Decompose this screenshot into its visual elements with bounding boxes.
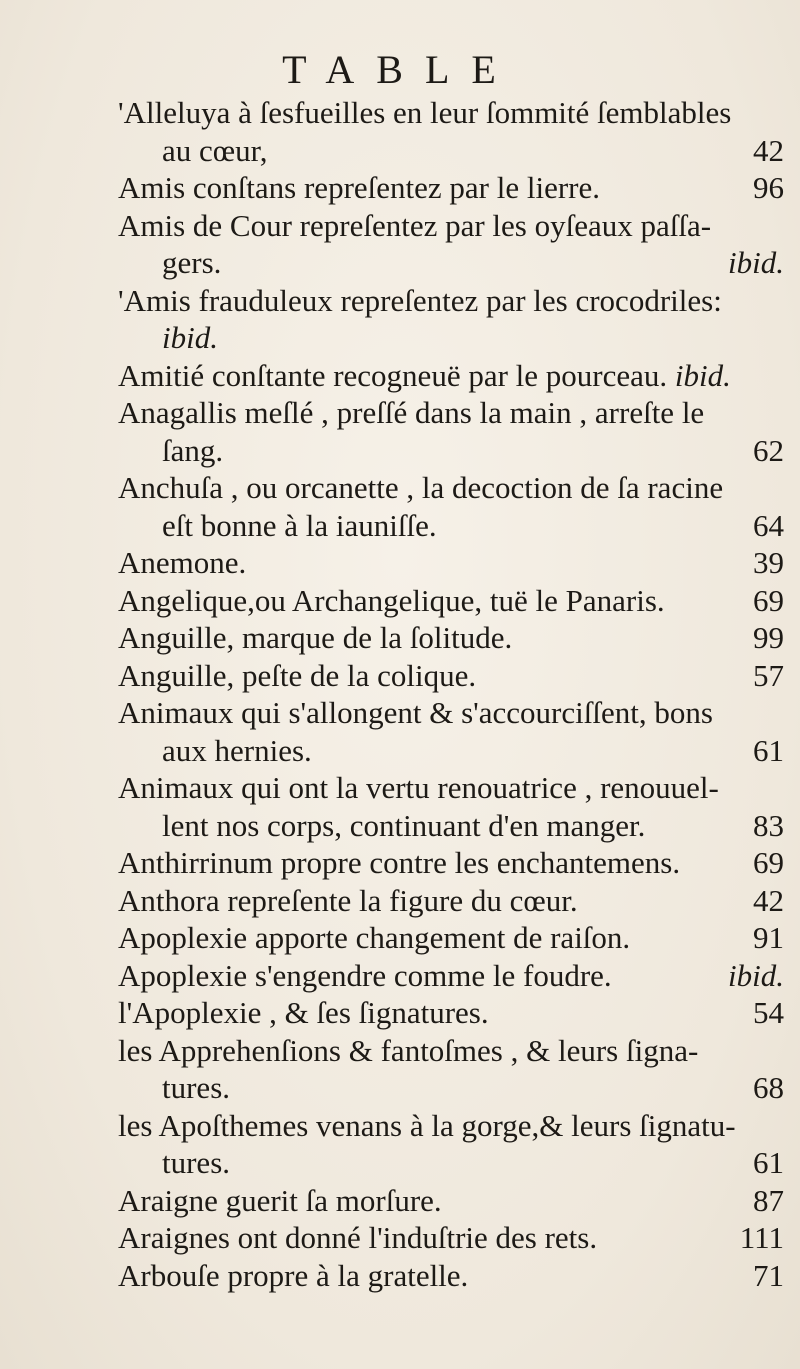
entry-text: Arbouſe propre à la gratelle. xyxy=(118,1257,469,1293)
entry-text: Animaux qui s'allongent & s'accourciſſent, bons xyxy=(118,695,713,730)
index-entry xyxy=(118,657,788,695)
index-entry xyxy=(118,207,788,282)
page-number: 39 xyxy=(753,545,784,580)
index-entry xyxy=(118,1219,788,1257)
entry-text: Amitié conſtante recogneuë par le pourceau. ibid. xyxy=(118,357,731,393)
entry-text: Anchuſa , ou orcanette , la decoction de ſa racine xyxy=(118,470,724,505)
entry-text: Anagallis meſlé , preſſé dans la main , arreſte le xyxy=(118,395,705,430)
index-entry xyxy=(118,1107,788,1182)
index-entry xyxy=(118,94,788,169)
index-entry xyxy=(118,469,788,544)
page-number: 42 xyxy=(753,882,784,918)
page-number: ibid. xyxy=(728,245,784,280)
index-entry xyxy=(118,919,788,957)
page-reference: ibid. xyxy=(674,357,731,393)
index-entry xyxy=(118,844,788,882)
entry-text: Animaux qui ont la vertu renouatrice , renouuel- xyxy=(118,770,719,805)
entry-text: Apoplexie apporte changement de raiſon. xyxy=(118,920,631,955)
index-entry xyxy=(118,957,788,995)
page-number: 69 xyxy=(753,845,784,880)
entry-text: les Apprehenſions & fantoſmes , & leurs ſigna- xyxy=(118,1032,699,1068)
entry-text: Angelique,ou Archangelique, tuë le Panaris. xyxy=(118,582,665,618)
index-entry xyxy=(118,1257,788,1295)
page-number: 68 xyxy=(753,1070,784,1105)
entry-text: les Apoſthemes venans à la gorge,& leurs ſignatu- xyxy=(118,1107,736,1143)
page-number: 71 xyxy=(753,1257,784,1293)
page-number: 96 xyxy=(753,170,784,205)
entry-continuation: au cœur, xyxy=(162,132,268,168)
entry-text: Amis conſtans repreſentez par le lierre. xyxy=(118,170,600,205)
index-entry xyxy=(118,582,788,620)
index-entries xyxy=(118,94,788,1294)
entry-text: 'Amis frauduleux repreſentez par les crocodriles: xyxy=(118,282,722,318)
entry-continuation: eſt bonne à la iauniſſe. xyxy=(162,507,437,543)
entry-continuation: tures. xyxy=(162,1070,231,1105)
index-entry xyxy=(118,1032,788,1107)
entry-continuation: aux hernies. xyxy=(162,732,312,768)
entry-continuation: tures. xyxy=(162,1145,231,1180)
entry-continuation: ſang. xyxy=(162,432,224,468)
index-entry xyxy=(118,394,788,469)
page-number: 57 xyxy=(753,657,784,693)
page-number: ibid. xyxy=(728,957,784,993)
entry-text: Anguille, peſte de la colique. xyxy=(118,657,477,693)
entry-text: Apoplexie s'engendre comme le foudre. xyxy=(118,957,612,993)
index-entry xyxy=(118,169,788,207)
page-number: 83 xyxy=(753,807,784,843)
entry-text: Anguille, marque de la ſolitude. xyxy=(118,620,513,655)
entry-text: Anthirrinum propre contre les enchantemens. xyxy=(118,845,681,880)
index-entry xyxy=(118,882,788,920)
page-title: TABLE xyxy=(282,47,518,92)
entry-text: l'Apoplexie , & ſes ſignatures. xyxy=(118,995,489,1030)
entry-text: Anemone. xyxy=(118,545,247,580)
page-number: 64 xyxy=(753,507,784,543)
entry-text: Araigne guerit ſa morſure. xyxy=(118,1182,442,1218)
index-entry xyxy=(118,994,788,1032)
page-number: 91 xyxy=(753,920,784,955)
entry-continuation: ibid. xyxy=(162,320,218,355)
entry-text: Anthora repreſente la figure du cœur. xyxy=(118,882,578,918)
entry-continuation: gers. xyxy=(162,245,222,280)
index-entry xyxy=(118,544,788,582)
page-number: 61 xyxy=(753,732,784,768)
index-entry xyxy=(118,282,788,357)
page-number: 99 xyxy=(753,620,784,655)
index-entry xyxy=(118,769,788,844)
page-number: 87 xyxy=(753,1182,784,1218)
page-number: 54 xyxy=(753,995,784,1030)
index-entry xyxy=(118,694,788,769)
index-entry xyxy=(118,619,788,657)
page-number: 62 xyxy=(753,432,784,468)
index-entry xyxy=(118,1182,788,1220)
entry-text: Amis de Cour repreſentez par les oyſeaux paſſa- xyxy=(118,207,712,243)
page-number: 111 xyxy=(739,1220,784,1255)
index-entry xyxy=(118,357,788,395)
entry-text: 'Alleluya à ſesfueilles en leur ſommité ſemblables xyxy=(118,95,732,130)
entry-text: Araignes ont donné l'induſtrie des rets. xyxy=(118,1220,598,1255)
entry-continuation: lent nos corps, continuant d'en manger. xyxy=(162,807,646,843)
page-number: 69 xyxy=(753,582,784,618)
page-number: 61 xyxy=(753,1145,784,1180)
page-number: 42 xyxy=(753,132,784,168)
